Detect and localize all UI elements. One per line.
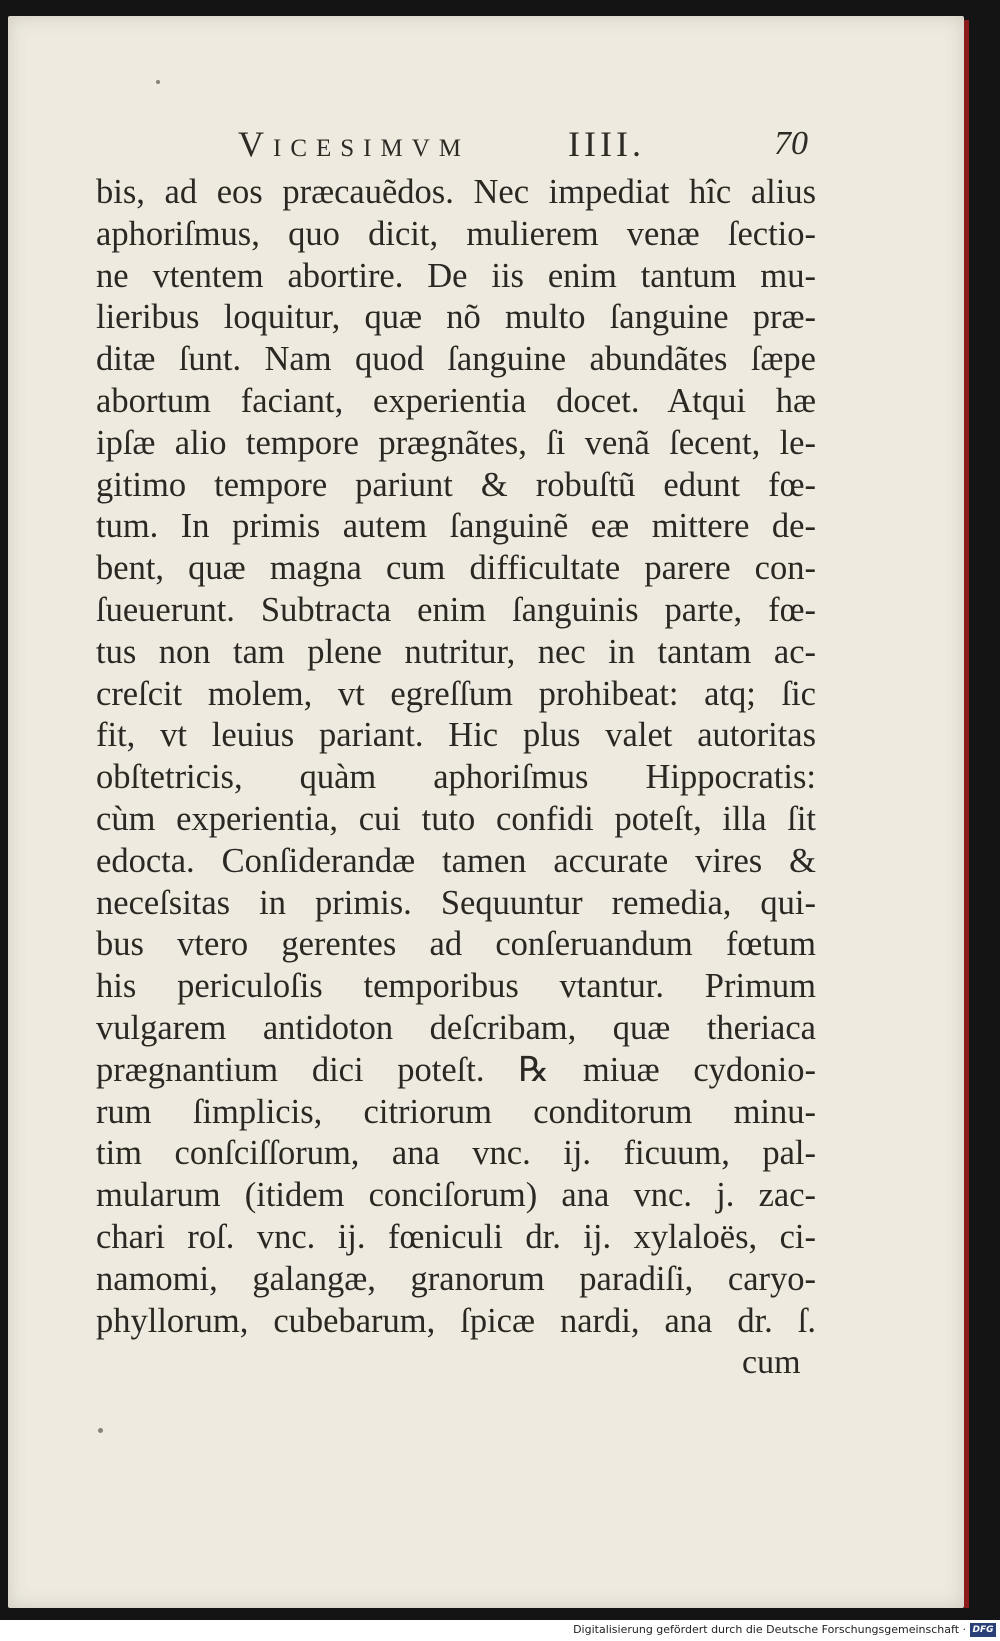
text-line: prægnantium dici poteſt. ℞ miuæ cydonio- (96, 1050, 816, 1089)
text-line: vulgarem antidoton deſcribam, quæ theriaca (96, 1008, 816, 1047)
paper-speck (156, 80, 160, 84)
text-line: abortum faciant, experientia docet. Atqui hæ (96, 381, 816, 420)
text-line: fit, vt leuius pariant. Hic plus valet autoritas (96, 716, 816, 755)
text-line: ditæ ſunt. Nam quod ſanguine abundãtes ſæpe (96, 340, 816, 379)
running-title: Vicesimvm (238, 124, 471, 164)
text-line: creſcit molem, vt egreſſum prohibeat: atq; ſic (96, 674, 816, 713)
text-line: tus non tam plene nutritur, nec in tantam ac- (96, 632, 816, 671)
catchword: cum (742, 1344, 801, 1381)
text-line: chari roſ. vnc. ij. fœniculi dr. ij. xylaloës, ci- (96, 1217, 816, 1256)
running-head (238, 118, 808, 170)
text-line: bus vtero gerentes ad conſeruandum fœtum (96, 925, 816, 964)
text-line: mularum (itidem conciſorum) ana vnc. j. zac- (96, 1176, 816, 1215)
dfg-logo[interactable]: DFG (970, 1623, 996, 1637)
text-line: tim conſciſſorum, ana vnc. ij. ficuum, pal- (96, 1134, 816, 1173)
text-line: edocta. Conſiderandæ tamen accurate vires & (96, 841, 816, 880)
text-line: bent, quæ magna cum difficultate parere con- (96, 549, 816, 588)
text-line: rum ſimplicis, citriorum conditorum minu- (96, 1092, 816, 1131)
text-line: bis, ad eos præcauẽdos. Nec impediat hîc alius (96, 173, 816, 211)
text-line: ipſæ alio tempore prægnãtes, ſi venã ſecent, le- (96, 423, 816, 462)
text-line: ſueuerunt. Subtracta enim ſanguinis parte, fœ- (96, 590, 816, 629)
text-line: aphoriſmus, quo dicit, mulierem venæ ſectio- (96, 214, 816, 253)
red-page-edge (964, 20, 969, 1608)
running-book-number: IIII. (568, 124, 645, 164)
credit-text: Digitalisierung gefördert durch die Deutsche Forschungsgemeinschaft · (573, 1623, 966, 1636)
text-line: gitimo tempore pariunt & robuſtũ edunt fœ- (96, 465, 816, 504)
text-line: namomi, galangæ, granorum paradiſi, caryo- (96, 1259, 816, 1298)
paper-speck (98, 1428, 103, 1433)
text-line: obſtetricis, quàm aphoriſmus Hippocratis: (96, 758, 816, 797)
text-line: lieribus loquitur, quæ nõ multo ſanguine præ- (96, 298, 816, 337)
body-text (96, 172, 816, 1342)
page-number: 70 (774, 125, 808, 162)
text-line: tum. In primis autem ſanguinẽ eæ mittere de- (96, 507, 816, 546)
text-line: cùm experientia, cui tuto confidi poteſt, illa ſit (96, 799, 816, 838)
text-line: phyllorum, cubebarum, ſpicæ nardi, ana dr. ſ. (96, 1301, 816, 1340)
credit-bar (0, 1620, 1000, 1641)
text-line: ne vtentem abortire. De iis enim tantum mu- (96, 256, 816, 295)
text-line: his periculoſis temporibus vtantur. Primum (96, 967, 816, 1006)
text-line: neceſsitas in primis. Sequuntur remedia, qui- (96, 883, 816, 922)
